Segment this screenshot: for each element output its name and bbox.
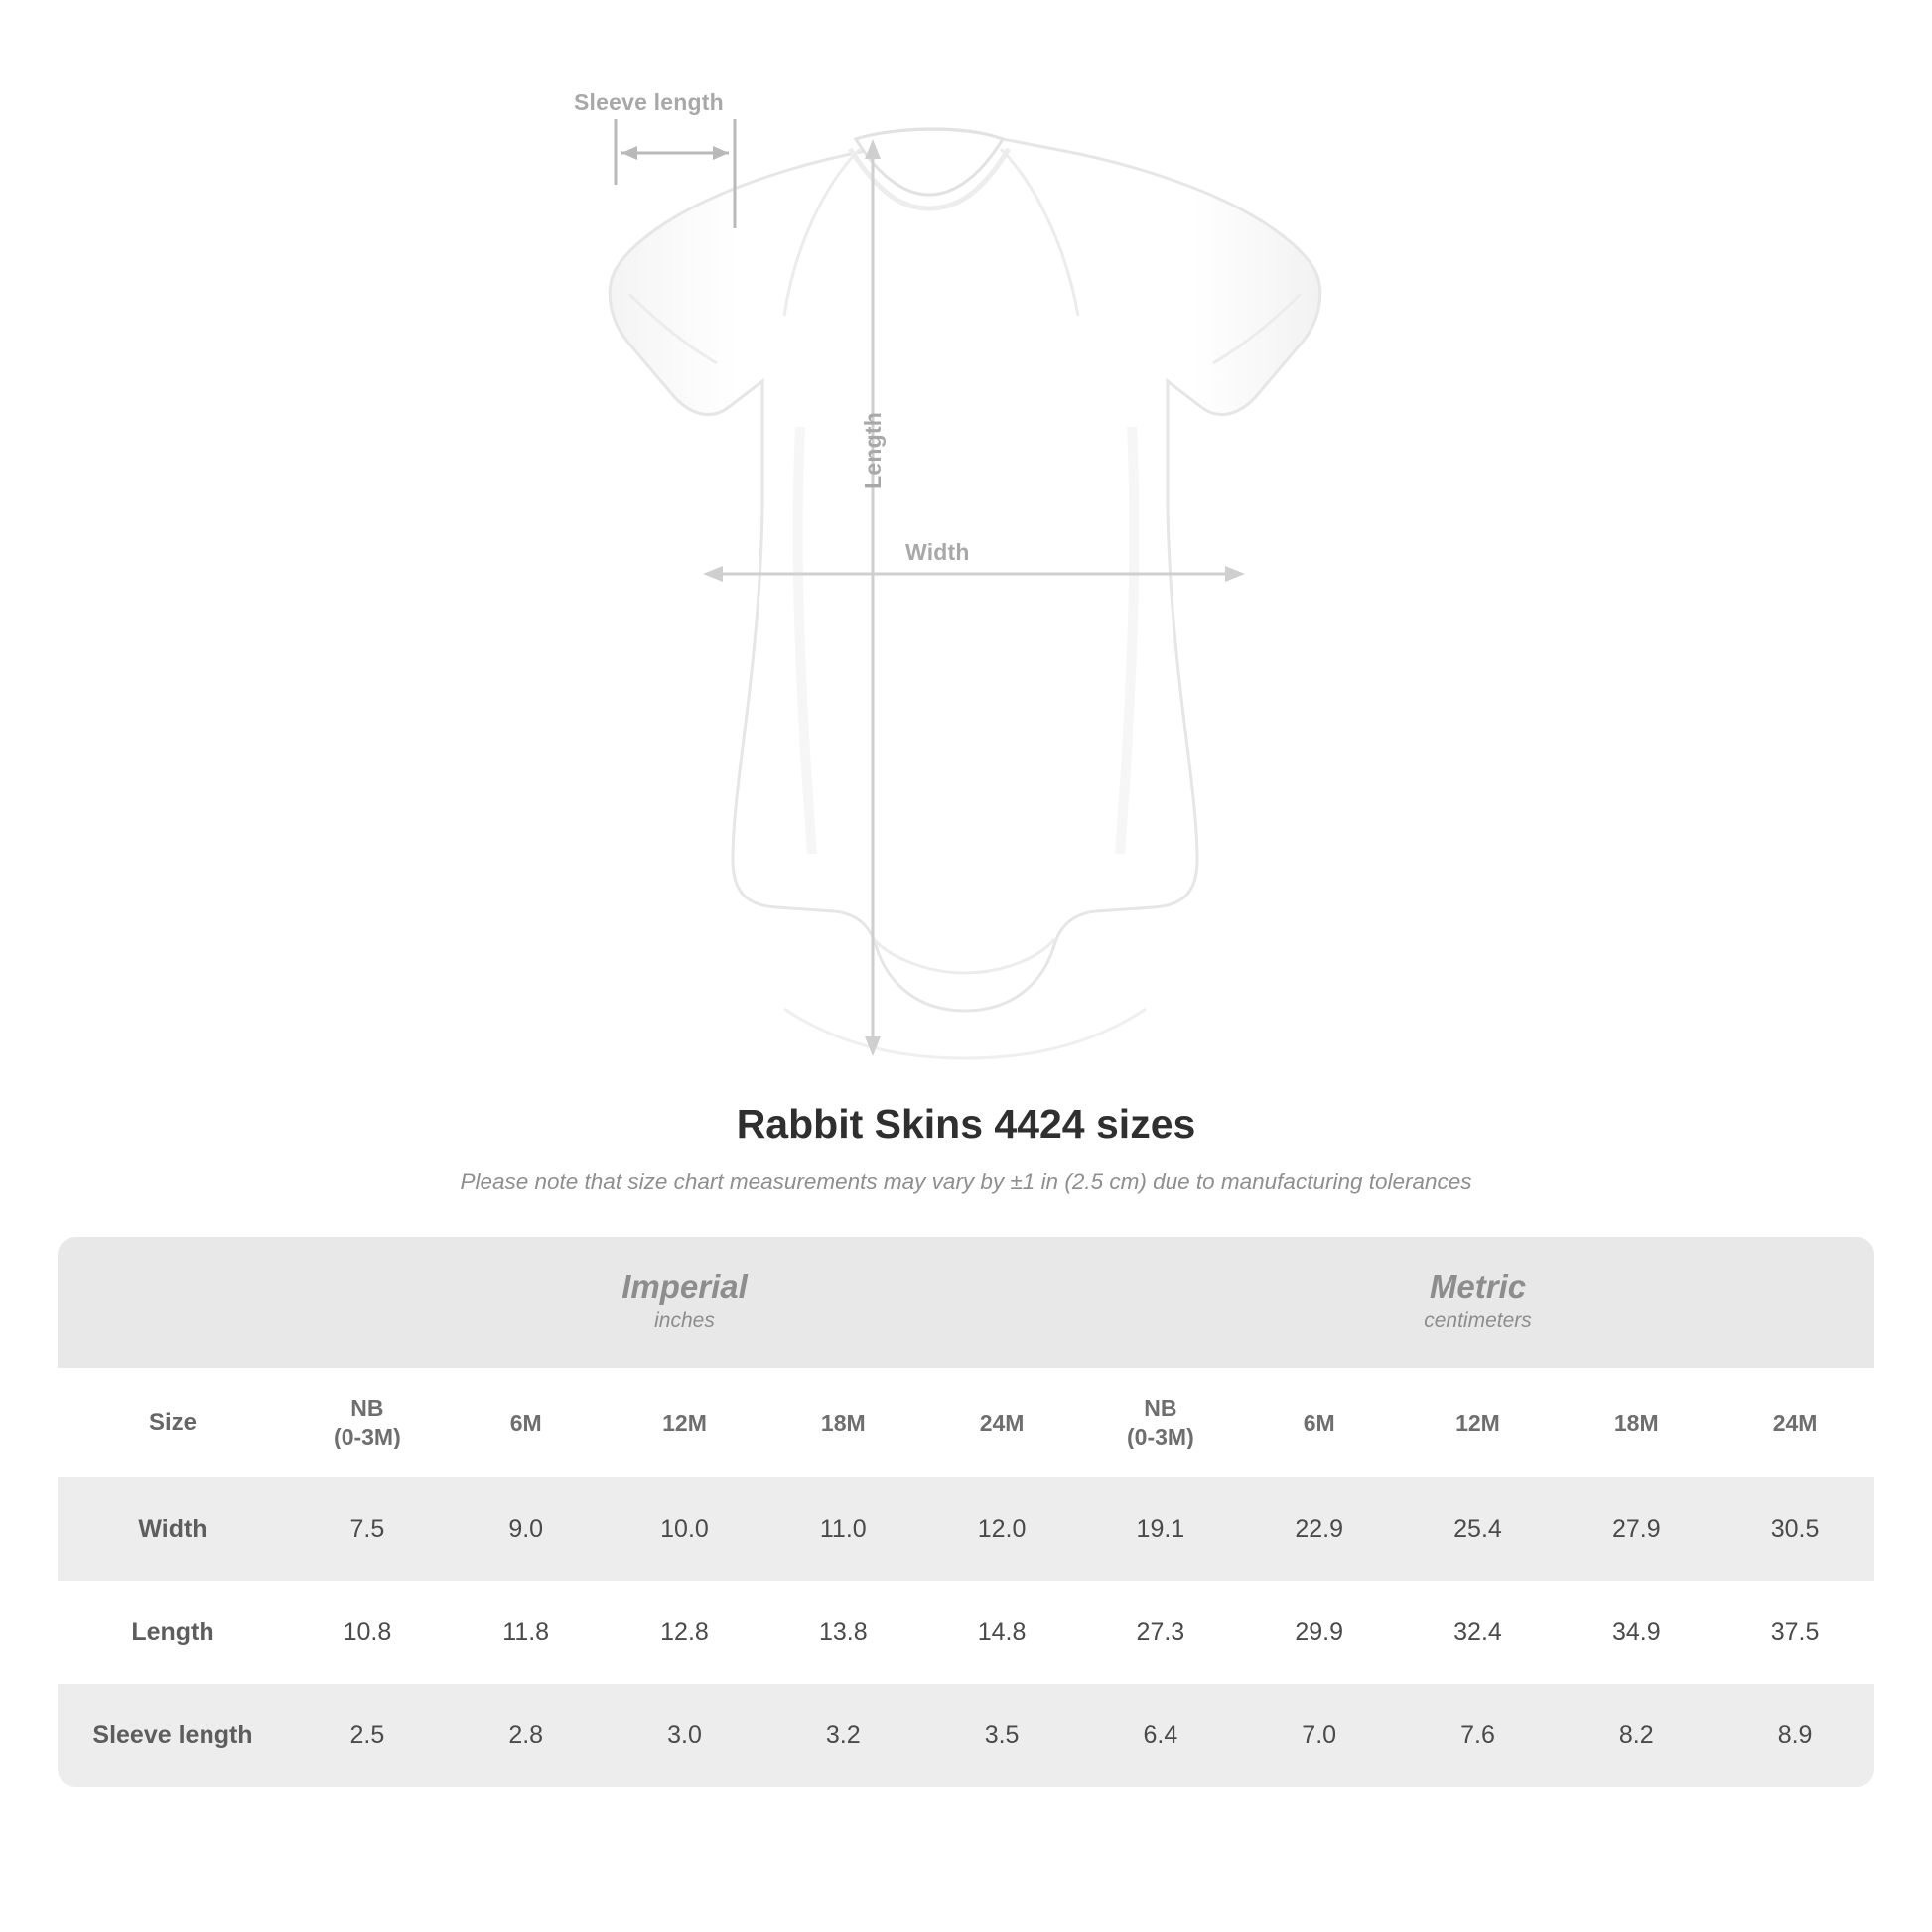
col-label: 24M: [979, 1409, 1025, 1436]
col-label: NB: [1144, 1395, 1177, 1422]
column-header-6m-metric: [1240, 1368, 1399, 1477]
cell-width-4: 12.0: [922, 1477, 1081, 1581]
chart-heading: [0, 1101, 1932, 1195]
unit-blank-cell: [58, 1237, 288, 1368]
column-header-nb-imperial: [288, 1368, 447, 1477]
col-label: 6M: [509, 1409, 542, 1436]
col-sublabel: (0-3M): [1127, 1424, 1194, 1449]
bottom-hem: [784, 1009, 1146, 1058]
size-table: [58, 1237, 1874, 1787]
col-label: 6M: [1303, 1409, 1335, 1436]
cell-width-7: 25.4: [1399, 1477, 1558, 1581]
cell-sleeve-5: 6.4: [1081, 1684, 1240, 1787]
unit-imperial-cell: [288, 1237, 1081, 1368]
page-title: Rabbit Skins 4424 sizes: [736, 1101, 1196, 1147]
column-header-18m-metric: [1557, 1368, 1716, 1477]
cell-length-4: 14.8: [922, 1581, 1081, 1684]
unit-imperial-sub: inches: [654, 1310, 715, 1333]
table-row: [58, 1581, 1874, 1684]
column-header-12m-imperial: [606, 1368, 764, 1477]
size-header-label: Size: [58, 1368, 288, 1477]
unit-metric-label: Metric: [1429, 1268, 1527, 1306]
cell-length-5: 27.3: [1081, 1581, 1240, 1684]
cell-width-1: 9.0: [447, 1477, 606, 1581]
cell-length-8: 34.9: [1557, 1581, 1716, 1684]
unit-metric-sub: centimeters: [1424, 1310, 1532, 1333]
cell-length-2: 12.8: [606, 1581, 764, 1684]
cell-length-1: 11.8: [447, 1581, 606, 1684]
cell-length-0: 10.8: [288, 1581, 447, 1684]
cell-sleeve-9: 8.9: [1716, 1684, 1874, 1787]
cell-sleeve-7: 7.6: [1399, 1684, 1558, 1787]
cell-length-7: 32.4: [1399, 1581, 1558, 1684]
col-label: 18M: [1613, 1409, 1659, 1436]
column-header-nb-metric: [1081, 1368, 1240, 1477]
cell-width-5: 19.1: [1081, 1477, 1240, 1581]
cell-width-3: 11.0: [763, 1477, 922, 1581]
table-row: [58, 1477, 1874, 1581]
size-table-wrapper: [58, 1237, 1874, 1787]
column-header-24m-imperial: [922, 1368, 1081, 1477]
sleeve-length-annotation: Sleeve length: [574, 89, 724, 115]
column-header-row: [58, 1368, 1874, 1477]
col-label: 12M: [1455, 1409, 1500, 1436]
cell-sleeve-3: 3.2: [763, 1684, 922, 1787]
column-header-12m-metric: [1399, 1368, 1558, 1477]
row-label-length: Length: [58, 1581, 288, 1684]
col-label: 18M: [820, 1409, 866, 1436]
table-row: [58, 1684, 1874, 1787]
cell-width-8: 27.9: [1557, 1477, 1716, 1581]
col-label: 24M: [1772, 1409, 1818, 1436]
cell-width-9: 30.5: [1716, 1477, 1874, 1581]
cell-length-9: 37.5: [1716, 1581, 1874, 1684]
cell-sleeve-0: 2.5: [288, 1684, 447, 1787]
row-label-sleeve-length: Sleeve length: [58, 1684, 288, 1787]
width-annotation: Width: [905, 539, 970, 565]
tolerance-note: Please note that size chart measurements may vary by ±1 in (2.5 cm) due to manufacturing tolerances: [460, 1170, 1472, 1194]
cell-sleeve-1: 2.8: [447, 1684, 606, 1787]
cell-sleeve-2: 3.0: [606, 1684, 764, 1787]
unit-imperial-label: Imperial: [621, 1268, 748, 1306]
cell-sleeve-4: 3.5: [922, 1684, 1081, 1787]
cell-length-6: 29.9: [1240, 1581, 1399, 1684]
cell-length-3: 13.8: [763, 1581, 922, 1684]
unit-metric-cell: [1081, 1237, 1874, 1368]
cell-sleeve-6: 7.0: [1240, 1684, 1399, 1787]
col-label: NB: [350, 1395, 384, 1422]
cell-sleeve-8: 8.2: [1557, 1684, 1716, 1787]
cell-width-2: 10.0: [606, 1477, 764, 1581]
column-header-24m-metric: [1716, 1368, 1874, 1477]
row-label-width: Width: [58, 1477, 288, 1581]
cell-width-6: 22.9: [1240, 1477, 1399, 1581]
col-label: 12M: [662, 1409, 707, 1436]
column-header-6m-imperial: [447, 1368, 606, 1477]
unit-header-row: [58, 1237, 1874, 1368]
column-header-18m-imperial: [763, 1368, 922, 1477]
cell-width-0: 7.5: [288, 1477, 447, 1581]
col-sublabel: (0-3M): [334, 1424, 401, 1449]
length-annotation: Length: [860, 412, 886, 489]
